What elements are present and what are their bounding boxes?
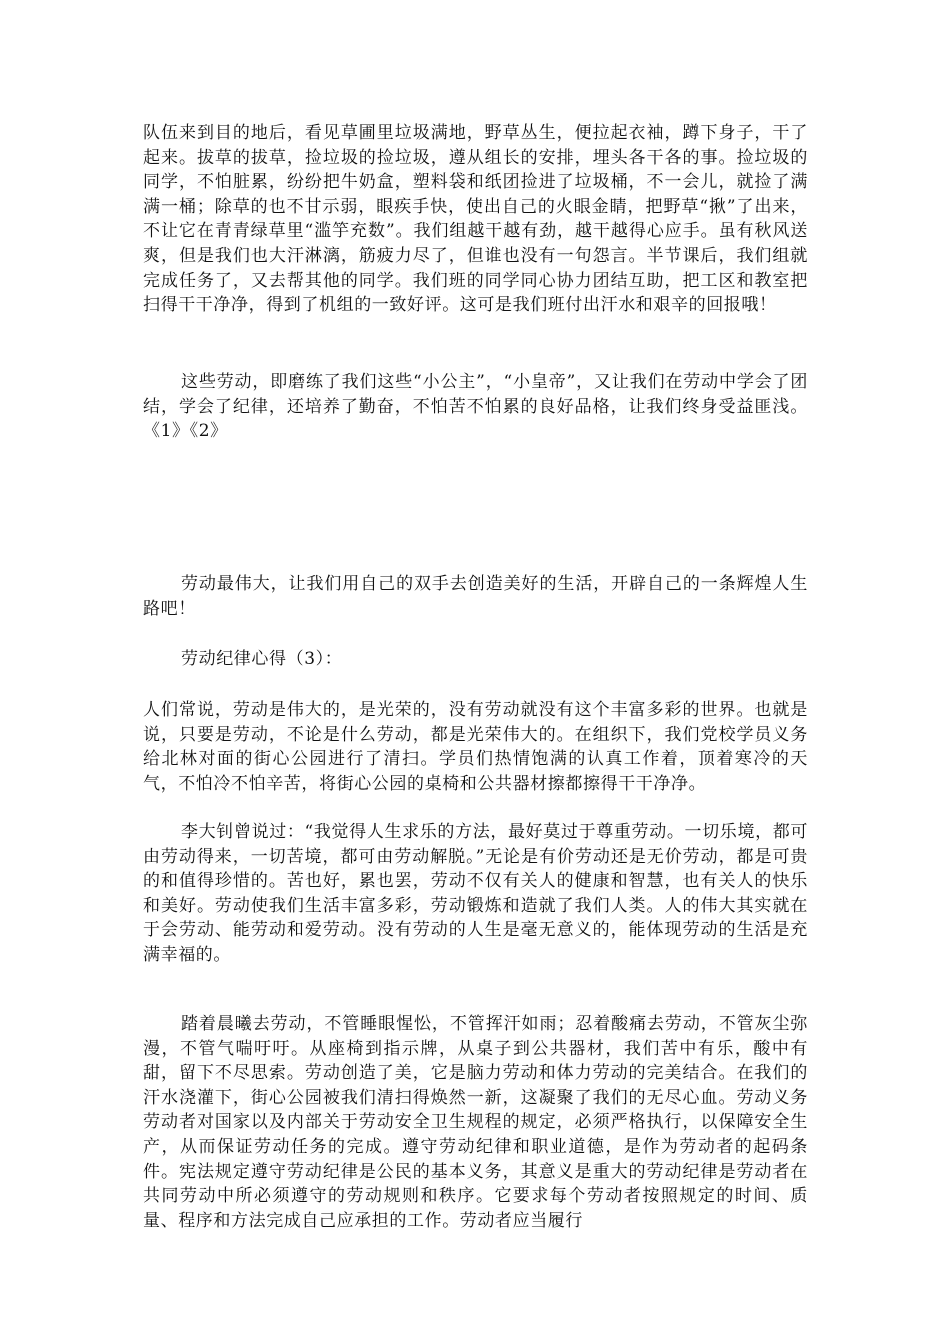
paragraph-1: 队伍来到目的地后，看见草圃里垃圾满地，野草丛生，便拉起衣袖，蹲下身子，干了起来。拔草的拔草，捡垃圾的捡垃圾，遵从组长的安排，埋头各干各的事。捡垃圾的同学，不怕脏累，纷纷把牛奶盒，塑料袋和纸团捡进了垃圾桶，不一会儿，就捡了满满一桶；除草的也不甘示弱，眼疾手快，使出自己的火眼金睛，把野草“揪”了出来，不让它在青青绿草里“滥竽充数”。我们组越干越有劲，越干越得心应手。虽有秋风送爽，但是我们也大汗淋漓，筋疲力尽了，但谁也没有一句怨言。半节课后，我们组就完成任务了，又去帮其他的同学。我们班的同学同心协力团结互助，把工区和教室把扫得干干净净，得到了机组的一致好评。这可是我们班付出汗水和艰辛的回报哦！ bbox=[143, 123, 808, 316]
paragraph-2-block bbox=[143, 370, 808, 444]
paragraph-3-block bbox=[143, 572, 808, 621]
paragraph-2: 这些劳动，即磨练了我们这些“小公主”，“小皇帝”，又让我们在劳动中学会了团结，学会了纪律，还培养了勤奋，不怕苦不怕累的良好品格，让我们终身受益匪浅。《1》《2》 bbox=[143, 372, 808, 442]
paragraph-6: 踏着晨曦去劳动，不管睡眼惺忪，不管挥汗如雨；忍着酸痛去劳动，不管灰尘弥漫，不管气喘吁吁。从座椅到指示牌，从桌子到公共器材，我们苦中有乐，酸中有甜，留下不尽思索。劳动创造了美，它是脑力劳动和体力劳动的完美结合。在我们的汗水浇灌下，街心公园被我们清扫得焕然一新，这凝聚了我们的无尽心血。劳动义务劳动者对国家以及内部关于劳动安全卫生规程的规定，必须严格执行，以保障安全生产，从而保证劳动任务的完成。遵守劳动纪律和职业道德，是作为劳动者的起码条件。宪法规定遵守劳动纪律是公民的基本义务，其意义是重大的劳动纪律是劳动者在共同劳动中所必须遵守的劳动规则和秩序。它要求每个劳动者按照规定的时间、质量、程序和方法完成自己应承担的工作。劳动者应当履行 bbox=[143, 1014, 808, 1231]
section-heading: 劳动纪律心得（3）： bbox=[181, 649, 343, 669]
paragraph-1-block bbox=[143, 121, 808, 318]
paragraph-3: 劳动最伟大，让我们用自己的双手去创造美好的生活，开辟自己的一条辉煌人生路吧！ bbox=[143, 574, 808, 619]
section-heading-block bbox=[143, 647, 808, 672]
paragraph-4: 人们常说，劳动是伟大的，是光荣的，没有劳动就没有这个丰富多彩的世界。也就是说，只要是劳动，不论是什么劳动，都是光荣伟大的。在组织下，我们党校学员义务给北林对面的街心公园进行了清扫。学员们热情饱满的认真工作着，顶着寒冷的天气，不怕冷不怕辛苦，将街心公园的桌椅和公共器材擦都擦得干干净净。 bbox=[143, 700, 808, 794]
paragraph-6-block bbox=[143, 1012, 808, 1233]
paragraph-5-block bbox=[143, 820, 808, 968]
paragraph-5: 李大钊曾说过：“我觉得人生求乐的方法，最好莫过于尊重劳动。一切乐境，都可由劳动得来，一切苦境，都可由劳动解脱。”无论是有价劳动还是无价劳动，都是可贵的和值得珍惜的。苦也好，累也罢，劳动不仅有关人的健康和智慧，也有关人的快乐和美好。劳动使我们生活丰富多彩，劳动锻炼和造就了我们人类。人的伟大其实就在于会劳动、能劳动和爱劳动。没有劳动的人生是毫无意义的，能体现劳动的生活是充满幸福的。 bbox=[143, 822, 808, 965]
paragraph-4-block bbox=[143, 698, 808, 796]
